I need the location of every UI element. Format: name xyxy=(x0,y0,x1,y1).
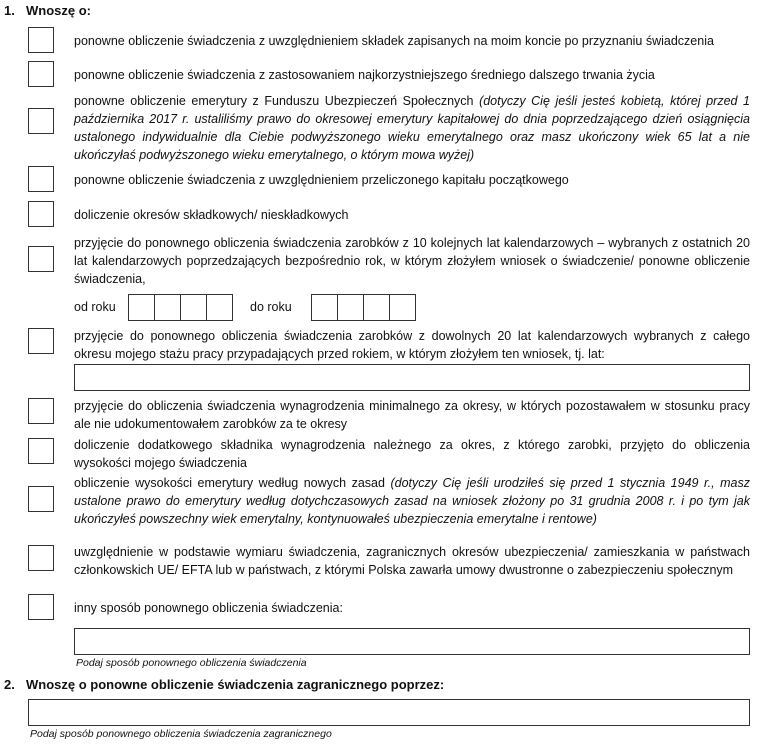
checkbox-additional-component[interactable] xyxy=(28,438,54,464)
checkbox-minimum-wage[interactable] xyxy=(28,398,54,424)
to-year-digit[interactable] xyxy=(390,295,416,320)
checkbox-fus-pension[interactable] xyxy=(28,108,54,134)
from-year-label: od roku xyxy=(74,300,116,314)
to-year-field xyxy=(311,294,416,321)
option-fus-pension-text: ponowne obliczenie emerytury z Funduszu Ubezpieczeń Społecznych xyxy=(74,94,474,108)
checkbox-other-method[interactable] xyxy=(28,594,54,620)
option-minimum-wage-label: przyjęcie do obliczenia świadczenia wynagrodzenia minimalnego za okresy, w których pozostawałem w stosunku pracy ale nie udokumentowałem zarobków za te okresy xyxy=(74,399,750,431)
option-foreign-periods-label: uwzględnienie w podstawie wymiaru świadczenia, zagranicznych okresów ubezpieczenia/ zamieszkania w państwach członkowskich UE/ EFTA lub w państwach, z którymi Polska zawarła umowy dwustronne o zabezpieczeniu społecznym xyxy=(74,545,750,577)
checkbox-20-years[interactable] xyxy=(28,328,54,354)
section-1-title xyxy=(4,3,91,18)
option-contribution-periods-label: doliczenie okresów składkowych/ nieskładkowych xyxy=(74,208,349,222)
checkbox-recalc-contributions[interactable] xyxy=(28,27,54,53)
option-initial-capital-label: ponowne obliczenie świadczenia z uwzględnieniem przeliczonego kapitału początkowego xyxy=(74,173,569,187)
checkbox-initial-capital[interactable] xyxy=(28,166,54,192)
option-new-rules-text: obliczenie wysokości emerytury według nowych zasad xyxy=(74,476,385,490)
option-new-rules-label xyxy=(74,474,750,528)
to-year-digit[interactable] xyxy=(338,295,364,320)
section-1-heading: Wnoszę o: xyxy=(26,3,91,18)
option-other-method-label: inny sposób ponownego obliczenia świadczenia: xyxy=(74,601,343,615)
to-year-label: do roku xyxy=(250,300,292,314)
to-year-digit[interactable] xyxy=(364,295,390,320)
from-year-digit[interactable] xyxy=(155,295,181,320)
years-list-input[interactable] xyxy=(74,364,750,391)
option-fus-pension-label xyxy=(74,92,750,164)
checkbox-foreign-periods[interactable] xyxy=(28,545,54,571)
section-2-heading: Wnoszę o ponowne obliczenie świadczenia zagranicznego poprzez: xyxy=(26,677,445,692)
checkbox-new-rules[interactable] xyxy=(28,486,54,512)
option-life-expectancy-label: ponowne obliczenie świadczenia z zastosowaniem najkorzystniejszego średniego dalszego trwania życia xyxy=(74,68,655,82)
from-year-digit[interactable] xyxy=(129,295,155,320)
option-10-years-label: przyjęcie do ponownego obliczenia świadczenia zarobków z 10 kolejnych lat kalendarzowych – wybranych z ostatnich 20 lat kalendarzowych poprzedzających bezpośrednio rok, w którym złożyłem wniosek o świadczenie/ ponowne obliczenie świadczenia, xyxy=(74,236,750,286)
option-recalc-contributions-label: ponowne obliczenie świadczenia z uwzględnieniem składek zapisanych na moim koncie po przyznaniu świadczenia xyxy=(74,34,714,48)
foreign-benefit-hint: Podaj sposób ponownego obliczenia świadczenia zagranicznego xyxy=(30,728,332,740)
from-year-digit[interactable] xyxy=(181,295,207,320)
foreign-benefit-method-input[interactable] xyxy=(28,699,750,726)
from-year-digit[interactable] xyxy=(207,295,233,320)
option-fus-pension-note: (dotyczy Cię jeśli jesteś kobietą, której przed 1 października 2017 r. ustaliliśmy prawo do okresowej emerytury kapitałowej do dnia poprzedzającego dzień osiągnięcia ustalonego indywidualnie dla Ciebie podwyższonego wieku emerytalnego oraz masz ukończony wiek 65 lat a nie ukończyłaś podwyższonego wieku emerytalnego, o którym mowa wyżej) xyxy=(74,94,750,162)
other-method-input[interactable] xyxy=(74,628,750,655)
other-method-hint: Podaj sposób ponownego obliczenia świadczenia xyxy=(76,657,307,669)
checkbox-life-expectancy[interactable] xyxy=(28,61,54,87)
section-2-number: 2. xyxy=(4,677,15,692)
section-2-title xyxy=(4,677,444,692)
option-20-years-label: przyjęcie do ponownego obliczenia świadczenia zarobków z dowolnych 20 lat kalendarzowych wybranych z całego okresu mojego stażu pracy przypadających przed rokiem, w którym złożyłem ten wniosek, tj. lat: xyxy=(74,329,750,361)
to-year-digit[interactable] xyxy=(312,295,338,320)
checkbox-contribution-periods[interactable] xyxy=(28,201,54,227)
option-new-rules-note: (dotyczy Cię jeśli urodziłeś się przed 1 stycznia 1949 r., masz ustalone prawo do emerytury według dotychczasowych zasad na wniosek złożony po 31 grudnia 2008 r. i po tym jak ukończyłeś powszechny wiek emerytalny, kontynuowałeś ubezpieczenia emerytalne i rentowe) xyxy=(74,476,750,526)
checkbox-10-years[interactable] xyxy=(28,246,54,272)
option-additional-component-label: doliczenie dodatkowego składnika wynagrodzenia należnego za okres, z którego zarobki, przyjęto do obliczenia wysokości mojego świadczenia xyxy=(74,438,750,470)
section-1-number: 1. xyxy=(4,3,15,18)
from-year-field xyxy=(128,294,233,321)
